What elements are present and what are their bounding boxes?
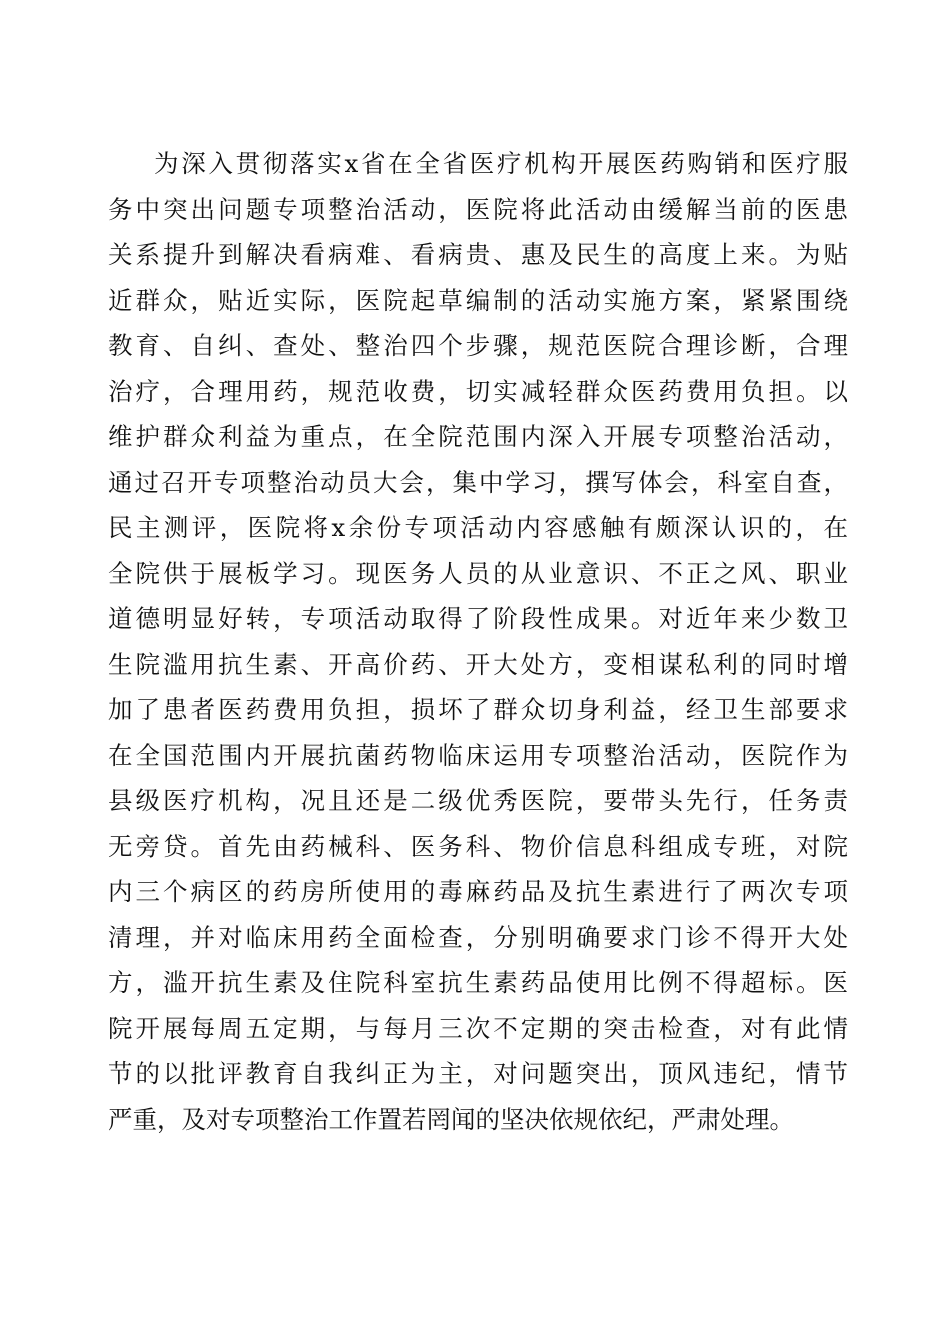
paragraph-line-22: 严重，及对专项整治工作置若罔闻的坚决依规依纪，严肃处理。 [108,1104,794,1134]
paragraph-line-10: 全院供于展板学习。现医务人员的从业意识、不正之风、职业 [108,558,848,588]
paragraph-line-4: 近群众，贴近实际，医院起草编制的活动实施方案，紧紧围绕 [108,285,848,315]
paragraph-line-15: 县级医疗机构，况且还是二级优秀医院，要带头先行，任务责 [108,786,848,815]
paragraph-line-2: 务中突出问题专项整治活动，医院将此活动由缓解当前的医患 [108,194,848,224]
paragraph-line-21: 节的以批评教育自我纠正为主，对问题突出，顶风违纪，情节 [108,1059,848,1088]
paragraph-line-7: 维护群众利益为重点，在全院范围内深入开展专项整治活动， [108,422,848,451]
paragraph-line-8: 通过召开专项整治动员大会，集中学习，撰写体会，科室自查， [108,467,848,497]
paragraph-line-18: 清理，并对临床用药全面检查，分别明确要求门诊不得开大处 [108,922,848,952]
paragraph-line-3: 关系提升到解决看病难、看病贵、惠及民生的高度上来。为贴 [108,240,848,269]
paragraph-line-17: 内三个病区的药房所使用的毒麻药品及抗生素进行了两次专项 [108,877,848,906]
paragraph-line-13: 加了患者医药费用负担，损坏了群众切身利益，经卫生部要求 [108,695,848,724]
paragraph-line-1: 为深入贯彻落实x省在全省医疗机构开展医药购销和医疗服 [154,149,848,178]
paragraph-line-20: 院开展每周五定期，与每月三次不定期的突击检查，对有此情 [108,1013,848,1043]
paragraph-line-14: 在全国范围内开展抗菌药物临床运用专项整治活动，医院作为 [108,740,848,770]
paragraph-line-5: 教育、自纠、查处、整治四个步骤，规范医院合理诊断，合理 [108,331,848,360]
paragraph-line-19: 方，滥开抗生素及住院科室抗生素药品使用比例不得超标。医 [108,968,848,997]
paragraph-line-16: 无旁贷。首先由药械科、医务科、物价信息科组成专班，对院 [108,831,848,861]
body-paragraph [108,141,848,1142]
paragraph-line-11: 道德明显好转，专项活动取得了阶段性成果。对近年来少数卫 [108,604,848,633]
paragraph-line-9: 民主测评，医院将x余份专项活动内容感触有颇深认识的，在 [108,513,848,542]
paragraph-line-12: 生院滥用抗生素、开高价药、开大处方，变相谋私利的同时增 [108,649,848,679]
paragraph-line-6: 治疗，合理用药，规范收费，切实减轻群众医药费用负担。以 [108,376,848,406]
